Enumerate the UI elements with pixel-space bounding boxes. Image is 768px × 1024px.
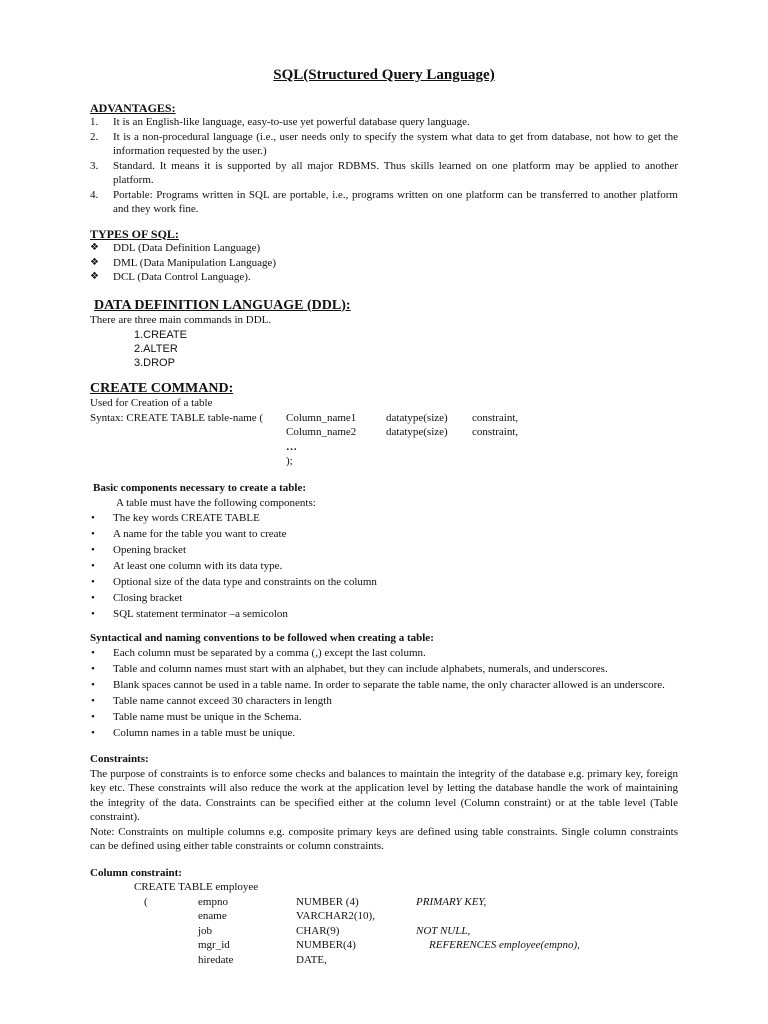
- ddl-heading: DATA DEFINITION LANGUAGE (DDL):: [94, 297, 351, 313]
- syntax-close: );: [286, 455, 293, 467]
- list-item: [90, 662, 678, 677]
- components-list: [90, 511, 678, 622]
- column-constraint-heading: Column constraint:: [90, 866, 182, 879]
- item-text: Opening bracket: [113, 543, 186, 556]
- item-text: DCL (Data Control Language).: [113, 271, 251, 283]
- ddl-command: 3.DROP: [134, 356, 175, 369]
- item-text: Portable: Programs written in SQL are portable, i.e., programs written on one platform can be transferred to another platform and they work fine.: [113, 188, 678, 215]
- bullet-icon: •: [91, 726, 95, 739]
- item-text: Table name cannot exceed 30 characters in length: [113, 694, 332, 707]
- syntax-type: datatype(size): [386, 411, 448, 424]
- list-item: [90, 694, 678, 709]
- bullet-icon: •: [91, 543, 95, 556]
- syntax-column: Column_name2: [286, 426, 357, 438]
- code-type: VARCHAR2(10),: [296, 910, 375, 922]
- item-text: SQL statement terminator –a semicolon: [113, 607, 288, 620]
- components-intro: A table must have the following components:: [116, 497, 316, 509]
- code-type: NUMBER(4): [296, 939, 356, 951]
- document-page: [90, 68, 678, 967]
- ddl-intro: There are three main commands in DDL.: [90, 314, 272, 326]
- bullet-icon: •: [91, 591, 95, 604]
- types-heading: TYPES OF SQL:: [90, 226, 179, 241]
- constraints-note: Note: Constraints on multiple columns e.g. composite primary keys are defined using table constraints. Single column constraints can be defined using either table constraints or column constraints.: [90, 825, 678, 852]
- list-item: [90, 115, 678, 130]
- components-heading: Basic components necessary to create a table:: [93, 481, 307, 494]
- constraints-heading: Constraints:: [90, 753, 149, 765]
- list-item: [90, 678, 678, 693]
- code-type: DATE,: [296, 953, 327, 966]
- item-text: Each column must be separated by a comma (,) except the last column.: [113, 646, 426, 659]
- list-item: [90, 543, 678, 558]
- bullet-icon: •: [91, 694, 95, 707]
- code-constraint: NOT NULL,: [416, 924, 471, 937]
- create-statement: CREATE TABLE employee: [134, 881, 259, 893]
- create-used-for: Used for Creation of a table: [90, 397, 213, 409]
- item-text: Closing bracket: [113, 591, 183, 604]
- syntax-constraint: constraint,: [472, 411, 519, 424]
- code-constraint: PRIMARY KEY,: [416, 895, 487, 908]
- bullet-icon: •: [91, 607, 95, 620]
- item-text: It is a non-procedural language (i.e., user needs only to specify the system what data to get from database, not how to get the information requested by the user.): [113, 130, 678, 157]
- list-item: [90, 646, 678, 661]
- advantages-list: [90, 115, 678, 217]
- list-item: [90, 726, 678, 741]
- code-column: empno: [198, 895, 228, 908]
- code-column: hiredate: [198, 953, 234, 966]
- list-item: [90, 159, 678, 188]
- open-paren: (: [144, 895, 148, 908]
- item-text: DDL (Data Definition Language): [113, 242, 261, 254]
- list-item: [90, 559, 678, 574]
- list-item: [90, 591, 678, 606]
- column-constraint-code: [90, 895, 580, 968]
- advantages-heading: ADVANTAGES:: [90, 100, 176, 115]
- code-column: mgr_id: [198, 939, 230, 951]
- item-number: 1.: [90, 116, 99, 128]
- item-number: 2.: [90, 130, 99, 143]
- bullet-icon: •: [91, 710, 95, 723]
- syntax-column: Column_name1: [286, 411, 357, 424]
- bullet-icon: •: [91, 559, 95, 572]
- syntax-block: [90, 411, 518, 469]
- list-item: [90, 607, 678, 622]
- item-text: Table and column names must start with an alphabet, but they can include alphabets, numerals, and underscores.: [113, 662, 608, 675]
- item-text: Standard. It means it is supported by all major RDBMS. Thus skills learned on one platform may be applied to another platform.: [113, 159, 678, 186]
- conventions-heading: Syntactical and naming conventions to be followed when creating a table:: [90, 632, 434, 644]
- bullet-icon: •: [91, 678, 95, 691]
- list-item: [90, 188, 678, 217]
- diamond-bullet-icon: ❖: [90, 242, 99, 253]
- item-text: A name for the table you want to create: [113, 527, 287, 540]
- bullet-icon: •: [91, 575, 95, 588]
- bullet-icon: •: [91, 527, 95, 540]
- code-column: job: [198, 924, 213, 937]
- item-number: 4.: [90, 188, 99, 201]
- bullet-icon: •: [91, 511, 95, 524]
- item-text: It is an English-like language, easy-to-use yet powerful database query language.: [113, 116, 470, 128]
- list-item: [90, 710, 678, 725]
- constraints-paragraph: The purpose of constraints is to enforce some checks and balances to maintain the integrity of the database e.g. primary key, foreign key etc. These constraints will also reduce the work at the application level by letting the database handle the work of maintaining the integrity of the data. Constraints can be specified either at the column level (Column constraint) or at the table level (Table constraint).: [90, 767, 678, 823]
- list-item: [90, 270, 678, 285]
- types-list: [90, 241, 678, 285]
- list-item: [90, 130, 678, 159]
- item-text: Optional size of the data type and constraints on the column: [113, 575, 377, 588]
- syntax-ellipsis: …: [286, 440, 297, 453]
- list-item: [90, 527, 678, 542]
- list-item: [90, 575, 678, 590]
- syntax-constraint: constraint,: [472, 426, 519, 438]
- code-constraint: REFERENCES employee(empno),: [429, 939, 580, 951]
- diamond-bullet-icon: ❖: [90, 256, 99, 268]
- syntax-prefix: Syntax: CREATE TABLE table-name (: [90, 411, 264, 424]
- bullet-icon: •: [91, 646, 95, 659]
- code-type: CHAR(9): [296, 924, 340, 937]
- conventions-list: [90, 646, 678, 741]
- diamond-bullet-icon: ❖: [90, 271, 99, 282]
- item-text: Table name must be unique in the Schema.: [113, 710, 302, 723]
- item-text: DML (Data Manipulation Language): [113, 256, 277, 269]
- item-number: 3.: [90, 159, 99, 172]
- list-item: [90, 241, 678, 256]
- list-item: [90, 511, 678, 526]
- bullet-icon: •: [91, 662, 95, 675]
- item-text: The key words CREATE TABLE: [113, 511, 260, 524]
- create-heading: CREATE COMMAND:: [90, 380, 234, 396]
- code-column: ename: [198, 910, 227, 922]
- item-text: Blank spaces cannot be used in a table name. In order to separate the table name, the only character allowed is an underscore.: [113, 678, 665, 691]
- page-title: SQL(Structured Query Language): [273, 67, 495, 83]
- syntax-type: datatype(size): [386, 426, 448, 438]
- code-type: NUMBER (4): [296, 895, 359, 908]
- ddl-command: 1.CREATE: [134, 328, 187, 341]
- item-text: At least one column with its data type.: [113, 559, 283, 572]
- ddl-command: 2.ALTER: [134, 342, 178, 355]
- item-text: Column names in a table must be unique.: [113, 726, 296, 739]
- list-item: [90, 256, 678, 271]
